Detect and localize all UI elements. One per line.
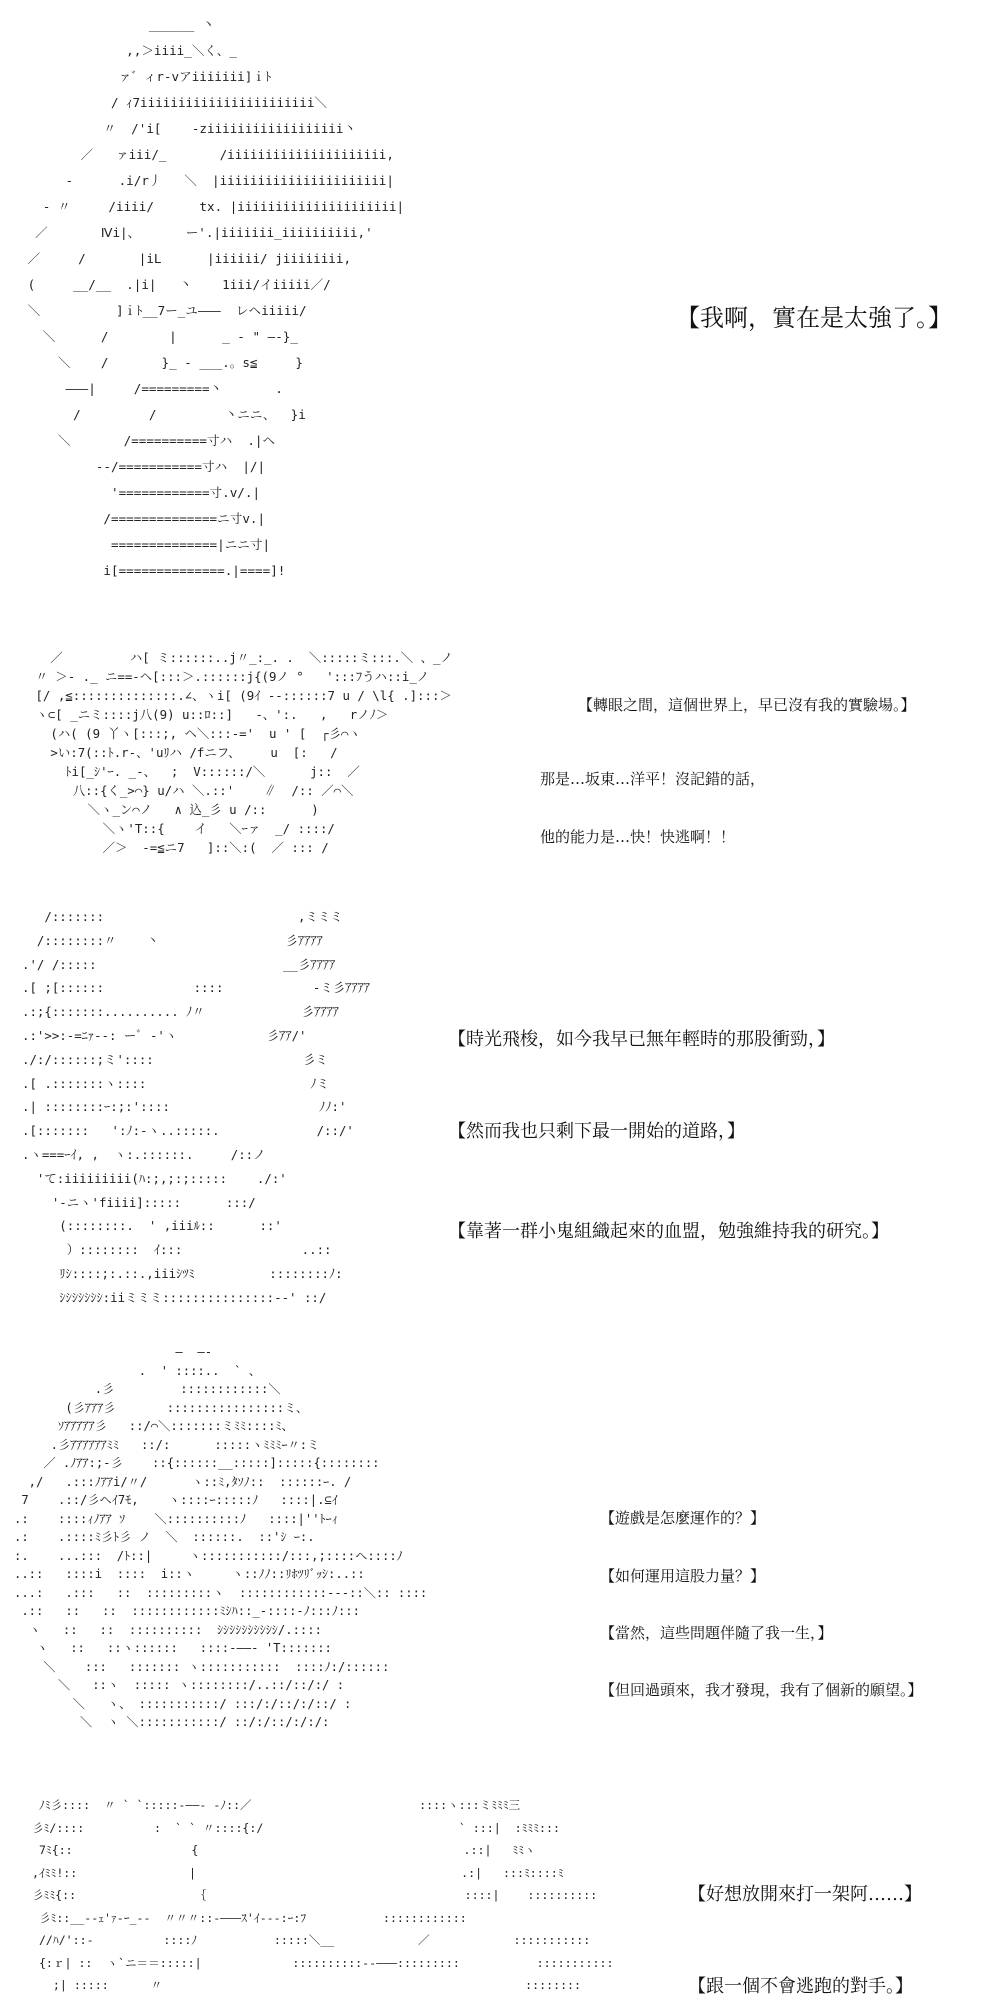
ascii-art-figure: ／ ハ[ ミ::::::..j〃_:_. . ＼:::::ミ:::.＼ 、_ノ 〃 ＞- ._ ニ==‐ヘ[:::＞.::::::j{(9ノ ° ':::ﾌうハ::i_ノ [/ ,≦::::::::::::::.∠、ヽi[ (9ｲ ‐‐::::::7 u / \l{ .]:::＞ ヽ⊂[ _ニミ::::j八(9) u::ﾛ::] -、':. , rノﾉ＞ (ハ( (9 丫ヽ[:::;, ヘ＼:::‐=' u ' [ ┌彡⌒ヽ >い:7(::ﾄ.r-、'uﾘハ /fニフ、 u [: / ﾄi[_ｼ'ｰ. _‐、 ; V::::::/＼ j:: ／ 八::{く_>⌒} u/ハ ＼.::' ∥ /:: ／⌒＼ ＼ヽ_ン⌒ノ ∧ 込_彡 u /:: ) ＼ヽ'T::{ イ ＼ｰァ _/ ::::/ ／＞ -=≦ニ7 ]::＼:( ／ ::: / — [35, 650, 453, 855]
panel-4 — [0, 1335, 1000, 1750]
caption: 【當然，這些問題伴隨了我一生，】 — [600, 1624, 833, 1642]
caption: 【跟一個不會逃跑的對手。】 — [688, 1976, 913, 1997]
ascii-art-figure: ______ 丶 ,,＞iiii_＼く、_ ァ゛ィr‐vアiiiiiii]ｉﾄ / ｨ7iiiiiiiiiiiiiiiiiiiiiii＼ 〃 /'i[ ‐ziiiiiiiiiiiiiiiiii丶 ／ ァiii/_ /iiiiiiiiiiiiiiiiiiiii, ‐ .i/r丿 ＼ |iiiiiiiiiiiiiiiiiiiiii| - 〃 /iiii/ tx. |iiiiiiiiiiiiiiiiiiiii| ／ Ⅳi|、 ー'.|iiiiiii_iiiiiiiiii,' ／ / |iL |iiiiii/ jiiiiiiii, ( __/__ .|i| 丶 1iii/イiiiii／/ ＼ ]ｉﾄ__7ー_ユ――― レヘiiiii/ ＼ / | _ ‐ " ―‐}_ ＼ / }_ - ___.。s≦ } ―――| /=========丶 . / / 丶ニニ、 }i ＼ /==========寸ハ .|ヘ --/===========寸ハ |/| '============寸.v/.| /==============ニ寸v.| ==============|ニニ寸| i[==============.|====]! — [27, 17, 405, 578]
caption: 【靠著一群小鬼組織起來的血盟，勉強維持我的研究。】 — [448, 1221, 889, 1242]
caption: 那是…坂東…洋平！沒記錯的話， — [540, 770, 766, 788]
panel-5 — [0, 1790, 1000, 2000]
panel-3 — [0, 895, 1000, 1335]
panel-1 — [0, 0, 1000, 630]
panel-2 — [0, 640, 1000, 870]
caption: 【如何運用這股力量？】 — [600, 1567, 766, 1585]
caption: 【然而我也只剩下最一開始的道路，】 — [448, 1121, 745, 1142]
ascii-art-figure: ― ―‐ . ' ::::.. ` 、 .彡 ::::::::::::＼ (彡ｱｱｱ彡 ::::::::::::::::ミ、 ｿｱｱｱｱｱ彡 ::/⌒＼:::::::ミﾐﾐ::::ﾐ、 .彡ｱｱｱｱｱｱﾐﾐ ::/: :::::ヽﾐﾐﾐｰ〃:ミ ／ .ﾉｱｱ:;-彡 ::{::::::__:::::]:::::{:::::::: ,/ .:::ﾉｱｱi/〃/ ヽ::ﾐ,ﾀｿﾉ:: ::::::ｰ. / 7 .::/彡ヘｲ7ﾓ, ヽ::::ｰ:::::ﾉ ::::|.⊆ｲ .: ::::ｨﾉｱｱ ｿ ＼::::::::::ﾉ ::::|''ﾄｰｨ .: .::::ﾐ彡ﾄ彡 ノ ＼ ::::::. ::'ｼ ｰ:. :. ...::: /ﾄ::| ヽ:::::::::::/:::,;::::ヘ::::ﾉ ..:: ::::i :::: i::ヽ ヽ::ﾉﾉ::ﾘﾎﾂﾘﾞｯｼ:..:: ...: .::: :: :::::::::ヽ ::::::::::::---::＼:: :::: .:: :: :: ::::::::::::ﾐｼﾊ::_-::::-ﾉ:::ﾉ::: ヽ :: :: :::::::::: ｼｼｼｼｼｼｼｼｼｼ/.:::: ヽ :: ::ヽ:::::: ::::‐――‐ 'T::::::: ＼ ::: ::::::: ヽ::::::::::: ::::ﾉ:/:::::: ＼ ::ヽ ::::: ヽ::::::::/..::/::/:/ : ＼ ヽ、 :::::::::::/ :::/:/::/:/::/ : ＼ ヽ ＼:::::::::::/ ::/:/::/:/:/: — [14, 1345, 428, 1729]
caption: 【遊戲是怎麼運作的？】 — [600, 1509, 766, 1527]
caption: 【好想放開來打一架阿……】 — [688, 1884, 922, 1905]
ascii-art-figure: ﾉﾐ彡:::: 〃 ` `:::::‐――- ‐ﾉ::／ ::::ヽ:::ミﾐﾐﾐ三 彡ﾐ/:::: : ` ` 〃::::{:/ ` :::| :ﾐﾐﾐ::: 7ﾐ{:: { .::| ﾐﾐヽ ,ｲﾐﾐ!:: | .:| :::ﾐ::::ﾐ 彡ﾐﾐ{:: ｛ ::::| :::::::::: 彡ﾐ::__-‐ｪ'ｧ‐ｰ_-‐ 〃〃〃::‐―――ｽ'ｲ‐‐‐:ｰ:ﾌ :::::::::::: //ﾊ/'::- ::::ﾉ :::::＼__ ／ ::::::::::: {:ｒ| :: ヽ`ニ＝＝:::::| ::::::::::‐‐―――::::::::: ::::::::::: ;| ::::: 〃 :::::::: — [31, 1798, 614, 1992]
caption: 【時光飛梭，如今我早已無年輕時的那股衝勁，】 — [448, 1029, 835, 1050]
ascii-art-figure: /::::::: ,ミミミ /::::::::〃 丶 彡ｱｱｱｱ .'/ /::::: __彡ｱｱｱｱ .[ ;[:::::: :::: ‐ミ彡ｱｱｱｱ .:;{:::::::.......... ﾉ〃 彡ｱｱｱｱ .:'>>:-=ﾆｧ‐-: ーﾞ ‐'ヽ 彡ｱｱ/' ./:/::::::;ミ':::: 彡ミ .[ .:::::::ヽ:::: ﾉミ .| ::::::::ｰ:;:':::: ﾉﾉ:' .[::::::: ':ﾉ:-ヽ..:::::. /::/' .ヽ===ｰｲ, , ヽ:.::::::. /::ノ 'て:iiiiiiiii(ﾊ:;,;:;::::: ./:' '‐ニヽ'fiiii]::::: :::/ (::::::::. ' ,iiiﾙ:: ::' ）:::::::: ｲ::: ..:: ﾘｼ::::;:.::.,iiiｼﾂﾐ ::::::::ﾉ: ｼｼｼｼｼｼｼ:iiミミミ:::::::::::::::‐‐' ::/ — [22, 909, 370, 1305]
caption: 【但回過頭來，我才發現，我有了個新的願望。】 — [600, 1681, 923, 1699]
caption: 【我啊，實在是太強了。】 — [676, 304, 952, 332]
caption: 【轉眼之間，這個世界上，早已沒有我的實驗場。】 — [578, 696, 916, 714]
caption: 他的能力是…快！快逃啊！！ — [540, 828, 736, 846]
